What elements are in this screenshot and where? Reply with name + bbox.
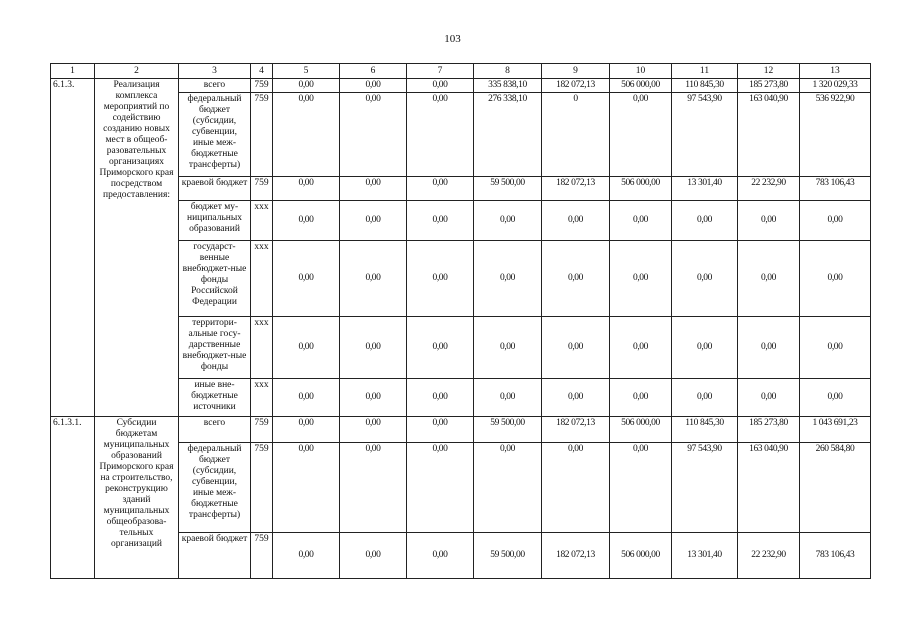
amount-cell: 0,00 [542, 241, 610, 317]
funding-source: всего [179, 417, 251, 443]
amount-cell: 0,00 [474, 241, 542, 317]
budget-code: 759 [251, 93, 273, 177]
column-header-2: 2 [95, 64, 179, 79]
amount-cell: 0,00 [407, 417, 474, 443]
amount-cell: 0,00 [542, 379, 610, 417]
budget-code: 759 [251, 177, 273, 201]
amount-cell: 0,00 [340, 79, 407, 93]
amount-cell: 0,00 [738, 241, 800, 317]
amount-cell: 0,00 [610, 443, 672, 533]
funding-source: бюджет му-ниципальных образований [179, 201, 251, 241]
amount-cell: 0,00 [800, 317, 871, 379]
amount-cell: 276 338,10 [474, 93, 542, 177]
budget-code: ххх [251, 201, 273, 241]
table-row [51, 79, 871, 93]
amount-cell: 0,00 [340, 417, 407, 443]
budget-code: 759 [251, 533, 273, 579]
amount-cell: 0,00 [610, 317, 672, 379]
amount-cell: 0,00 [273, 79, 340, 93]
amount-cell: 506 000,00 [610, 177, 672, 201]
amount-cell: 0,00 [610, 201, 672, 241]
measure-name: Субсидии бюджетам муниципальных образований Приморского края на строительство, реконструкцию зданий муниципальных общеобразова-тельных организаций [95, 417, 179, 579]
amount-cell: 0,00 [542, 317, 610, 379]
amount-cell: 0,00 [672, 241, 738, 317]
amount-cell: 0,00 [273, 533, 340, 579]
funding-source: территори-альные госу-дарственные внебюджет-ные фонды [179, 317, 251, 379]
amount-cell: 0,00 [273, 241, 340, 317]
amount-cell: 59 500,00 [474, 417, 542, 443]
page-number: 103 [444, 33, 461, 45]
amount-cell: 0,00 [738, 201, 800, 241]
amount-cell: 182 072,13 [542, 533, 610, 579]
amount-cell: 182 072,13 [542, 417, 610, 443]
column-header-9: 9 [542, 64, 610, 79]
column-header-10: 10 [610, 64, 672, 79]
funding-source: всего [179, 79, 251, 93]
funding-source: иные вне-бюджетные источники [179, 379, 251, 417]
column-header-12: 12 [738, 64, 800, 79]
amount-cell: 182 072,13 [542, 79, 610, 93]
amount-cell: 0,00 [738, 317, 800, 379]
amount-cell: 0,00 [474, 317, 542, 379]
budget-code: ххх [251, 379, 273, 417]
amount-cell: 0,00 [542, 443, 610, 533]
amount-cell: 0,00 [407, 379, 474, 417]
amount-cell: 182 072,13 [542, 177, 610, 201]
amount-cell: 0,00 [672, 379, 738, 417]
amount-cell: 0,00 [340, 317, 407, 379]
amount-cell: 0,00 [672, 201, 738, 241]
amount-cell: 0,00 [610, 379, 672, 417]
column-header-5: 5 [273, 64, 340, 79]
column-header-row [51, 64, 871, 79]
table-row [51, 417, 871, 443]
funding-source: федеральный бюджет (субсидии, субвенции, иные меж-бюджетные трансферты) [179, 93, 251, 177]
amount-cell: 110 845,30 [672, 417, 738, 443]
amount-cell: 0,00 [340, 241, 407, 317]
column-header-6: 6 [340, 64, 407, 79]
amount-cell: 0,00 [407, 177, 474, 201]
amount-cell: 59 500,00 [474, 533, 542, 579]
amount-cell: 506 000,00 [610, 417, 672, 443]
amount-cell: 0,00 [610, 93, 672, 177]
amount-cell: 0,00 [738, 379, 800, 417]
amount-cell: 59 500,00 [474, 177, 542, 201]
amount-cell: 0,00 [474, 201, 542, 241]
amount-cell: 783 106,43 [800, 177, 871, 201]
budget-code: 759 [251, 79, 273, 93]
amount-cell: 185 273,80 [738, 79, 800, 93]
amount-cell: 185 273,80 [738, 417, 800, 443]
amount-cell: 0,00 [340, 379, 407, 417]
column-header-7: 7 [407, 64, 474, 79]
measure-name: Реализация комплекса мероприятий по содействию созданию новых мест в общеоб-разовательных организациях Приморского края посредством предоставления: [95, 79, 179, 417]
column-header-1: 1 [51, 64, 95, 79]
amount-cell: 506 000,00 [610, 533, 672, 579]
amount-cell: 0,00 [340, 177, 407, 201]
amount-cell: 0,00 [340, 93, 407, 177]
amount-cell: 13 301,40 [672, 177, 738, 201]
amount-cell: 260 584,80 [800, 443, 871, 533]
amount-cell: 0,00 [273, 93, 340, 177]
amount-cell: 0,00 [800, 379, 871, 417]
amount-cell: 0 [542, 93, 610, 177]
amount-cell: 13 301,40 [672, 533, 738, 579]
amount-cell: 163 040,90 [738, 93, 800, 177]
amount-cell: 0,00 [407, 201, 474, 241]
amount-cell: 0,00 [407, 317, 474, 379]
column-header-3: 3 [179, 64, 251, 79]
amount-cell: 0,00 [340, 533, 407, 579]
amount-cell: 0,00 [800, 201, 871, 241]
amount-cell: 97 543,90 [672, 93, 738, 177]
amount-cell: 97 543,90 [672, 443, 738, 533]
funding-source: государст-венные внебюджет-ные фонды Российской Федерации [179, 241, 251, 317]
budget-code: 759 [251, 417, 273, 443]
amount-cell: 335 838,10 [474, 79, 542, 93]
budget-code: 759 [251, 443, 273, 533]
amount-cell: 1 043 691,23 [800, 417, 871, 443]
budget-code: ххх [251, 241, 273, 317]
budget-code: ххх [251, 317, 273, 379]
amount-cell: 0,00 [672, 317, 738, 379]
amount-cell: 0,00 [340, 443, 407, 533]
funding-source: краевой бюджет [179, 177, 251, 201]
column-header-13: 13 [800, 64, 871, 79]
amount-cell: 1 320 029,33 [800, 79, 871, 93]
amount-cell: 0,00 [474, 443, 542, 533]
amount-cell: 0,00 [273, 443, 340, 533]
column-header-8: 8 [474, 64, 542, 79]
amount-cell: 0,00 [610, 241, 672, 317]
amount-cell: 0,00 [407, 533, 474, 579]
row-index: 6.1.3. [51, 79, 95, 417]
row-index: 6.1.3.1. [51, 417, 95, 579]
amount-cell: 0,00 [474, 379, 542, 417]
amount-cell: 0,00 [407, 79, 474, 93]
amount-cell: 783 106,43 [800, 533, 871, 579]
column-header-11: 11 [672, 64, 738, 79]
amount-cell: 0,00 [407, 443, 474, 533]
amount-cell: 0,00 [800, 241, 871, 317]
funding-source: краевой бюджет [179, 533, 251, 579]
amount-cell: 0,00 [273, 201, 340, 241]
amount-cell: 0,00 [273, 417, 340, 443]
funding-source: федеральный бюджет (субсидии, субвенции, иные меж-бюджетные трансферты) [179, 443, 251, 533]
amount-cell: 0,00 [542, 201, 610, 241]
amount-cell: 22 232,90 [738, 533, 800, 579]
amount-cell: 0,00 [273, 379, 340, 417]
amount-cell: 536 922,90 [800, 93, 871, 177]
amount-cell: 506 000,00 [610, 79, 672, 93]
budget-table [50, 63, 871, 579]
amount-cell: 0,00 [340, 201, 407, 241]
amount-cell: 0,00 [407, 93, 474, 177]
amount-cell: 22 232,90 [738, 177, 800, 201]
amount-cell: 110 845,30 [672, 79, 738, 93]
column-header-4: 4 [251, 64, 273, 79]
amount-cell: 0,00 [273, 317, 340, 379]
amount-cell: 0,00 [407, 241, 474, 317]
amount-cell: 0,00 [273, 177, 340, 201]
amount-cell: 163 040,90 [738, 443, 800, 533]
